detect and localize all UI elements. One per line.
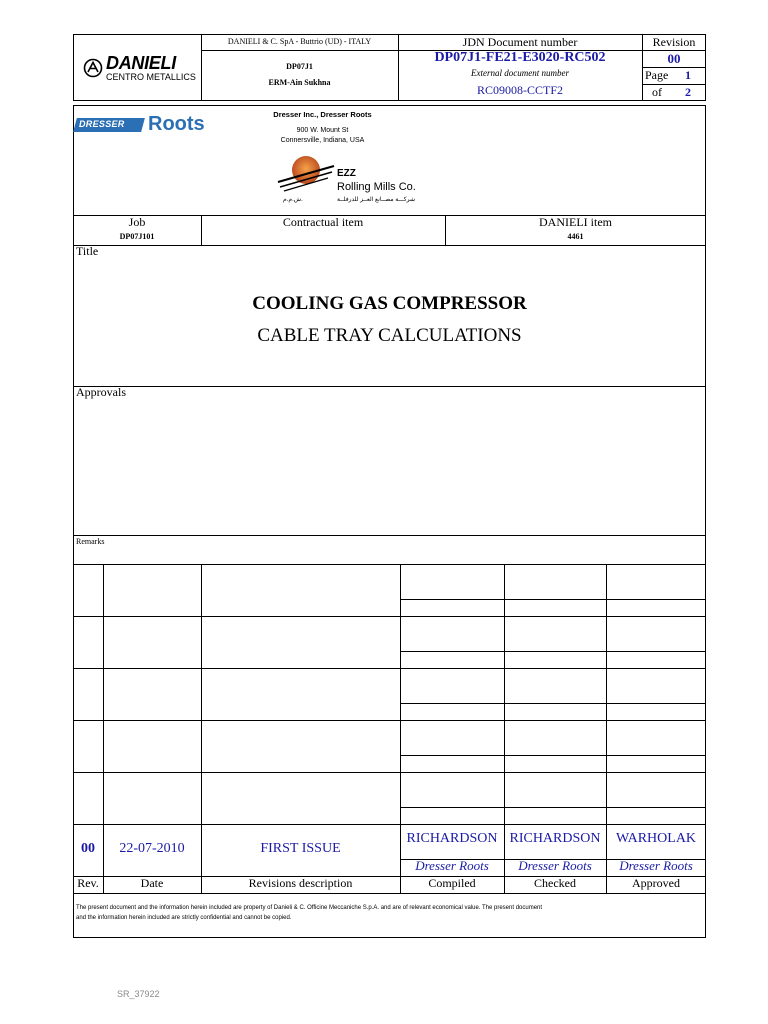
approvals-label: Approvals [76, 385, 126, 399]
col-rev: Rev. [77, 876, 99, 890]
remarks-label: Remarks [76, 537, 105, 546]
ezz-logo-line1: EZZ [337, 168, 356, 179]
job-label: Job [128, 215, 146, 229]
plant-name: ERM-Ain Sukhna [268, 78, 331, 87]
rev-number: 00 [81, 841, 95, 856]
vendor-address-2: Connersville, Indiana, USA [280, 137, 365, 144]
ezz-logo-line2: Rolling Mills Co. [337, 181, 416, 193]
document-code: SR_37922 [117, 989, 160, 999]
rev-checked-org: Dresser Roots [518, 858, 592, 873]
danieli-emblem-icon [83, 58, 103, 78]
col-approved: Approved [632, 876, 680, 890]
confidentiality-notice-line2: and the information herein included are strictly confidential and cannot be copied. [76, 915, 292, 921]
job-value: DP07J101 [119, 232, 155, 241]
rev-checked-by: RICHARDSON [509, 831, 601, 846]
dresser-badge-text: DRESSER [79, 119, 125, 129]
vendor-name: Dresser Inc., Dresser Roots [273, 110, 372, 119]
danieli-item-label: DANIELI item [539, 215, 612, 229]
page-value: 1 [685, 68, 691, 82]
danieli-logo-name: DANIELI [106, 53, 176, 73]
vendor-address-1: 900 W. Mount St [296, 127, 349, 134]
external-label: External document number [471, 68, 569, 78]
col-compiled: Compiled [428, 876, 476, 890]
ezz-logo-arabic: شركـــة مصــانع العــز للدرفلــة [337, 197, 415, 203]
roots-wordmark: Roots [148, 113, 205, 135]
of-label: of [652, 85, 662, 99]
external-number: RC09008-CCTF2 [476, 83, 563, 97]
revision-value: 00 [667, 51, 681, 66]
rev-compiled-org: Dresser Roots [415, 858, 489, 873]
danieli-logo-sub: CENTRO METALLICS [106, 72, 196, 82]
danieli-item-value: 4461 [567, 232, 584, 241]
jdn-number: DP07J1-FE21-E3020-RC502 [434, 50, 606, 65]
rev-approved-org: Dresser Roots [619, 858, 693, 873]
ezz-logo-arabic-short: ش.م.م. [283, 197, 303, 203]
jdn-label: JDN Document number [462, 35, 578, 49]
col-date: Date [140, 876, 164, 890]
col-description: Revisions description [248, 876, 353, 890]
rev-compiled-by: RICHARDSON [406, 831, 498, 846]
col-checked: Checked [534, 876, 576, 890]
company-line: DANIELI & C. SpA - Buttrio (UD) - ITALY [227, 37, 372, 46]
confidentiality-notice-line1: The present document and the information herein included are property of Danieli & C. Officine Meccaniche S.p.A. and are of relevant economical value. The present document [76, 905, 543, 911]
job-code: DP07J1 [286, 62, 313, 71]
rev-description: FIRST ISSUE [260, 841, 341, 856]
of-value: 2 [685, 85, 691, 99]
rev-approved-by: WARHOLAK [615, 831, 697, 846]
title-main: COOLING GAS COMPRESSOR [252, 293, 527, 314]
contractual-item-label: Contractual item [282, 215, 364, 229]
revision-label: Revision [652, 35, 696, 49]
page-label: Page [645, 68, 669, 82]
ezz-emblem-icon [276, 150, 336, 202]
rev-date: 22-07-2010 [119, 841, 185, 856]
title-label: Title [76, 244, 99, 258]
title-sub: CABLE TRAY CALCULATIONS [257, 325, 522, 346]
